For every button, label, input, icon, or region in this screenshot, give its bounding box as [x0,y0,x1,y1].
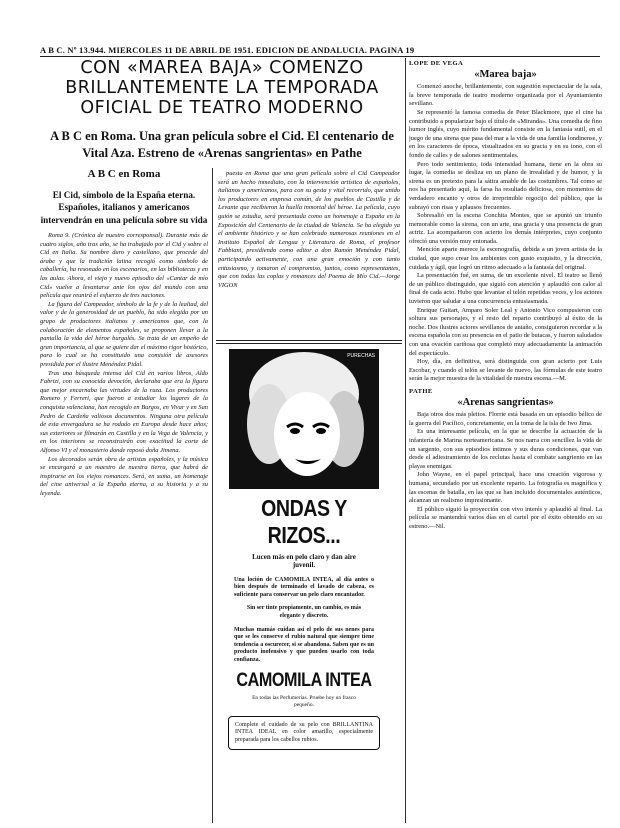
paragraph: John Wayne, en el papel principal, hace una creación vigorosa y humana, secundado por un excelente reparto. La fotografía es magnífica y las escenas de batalla, en las que se han incluido documentales auténticos, alcanzan un realismo impresionante. [409,471,602,505]
divider [216,340,402,344]
paragraph: Es una interesante película, en la que se describe la actuación de la infantería de Marina norteamericana. Se nos narra con sencillez la vida de un sargento, con sus episodios íntimos y sus duras condiciones, que van desde el adiestramiento de los reclutas hasta el combate sangriento en las playas enemigas. [409,428,602,470]
headline: CON «MAREA BAJA» COMENZO BRILLANTEMENTE LA TEMPORADA OFICIAL DE TEATRO MODERNO [65,58,379,118]
paragraph: La presentación fué, en suma, de un excelente nivel. El teatro se llenó de un público distinguido, que siguió con atención y aplaudió con calor al final de cada acto. Hubo que levantar el telón repetidas veces, y los actores tuvieron que saludar a una concurrencia entusiasmada. [409,272,602,306]
review-title: «Marea baja» [474,68,537,80]
theater-name: LOPE DE VEGA [409,60,464,67]
paragraph: Pero todo sentimiento, toda intensidad humana, tiene en la obra su lugar, la comedia se desliza en un plano de irrealidad y de humor, y la sirena es un pretexto para la sátira amable de las costumbres. Tal como se nos ha presentado aquí, la farsa ha resultado deliciosa, con momentos de verdadero encanto y otros de irreprimible regocijo del público, que la subrayó con risas y aplausos frecuentes. [409,160,602,211]
paragraph: Los decorados serán obra de artistas españoles, y la música se encargará a un maestro de nuestra tierra, que habrá de inspirarse en los viejos romances. Será, en suma, un homenaje del cine universal a la España eterna, a su historia y a su leyenda. [40,455,208,497]
paragraph: puesta en Roma que una gran película sobre el Cid Campeador será un hecho inmediato, con la intervención artística de españoles, italianos y americanos, para con su gesta y vital recorrido, que unido los productores en empresa común, de los pueblos de Castilla y de Levante que recibieron la huella inmortal del héroe. La película, cuyo guión se estudia, será presentada como un homenaje a España en la Exposición del Centenario de la ciudad de Valencia. Se ha elegido ya el ambiente histórico y se han celebrado numerosas reuniones en el Instituto Español de Lengua y Literatura de Roma, el profesor Fabbiani, presidiendo como editor a don Ramón Menéndez Pidal, participando activamente, con una gran emoción y con tanto entusiasmo, y tomaron el compromiso, juntos, como representantes, que con todas las coplas y romances del Poema de Mío Cid.—Jorge VIGON [218,170,400,289]
paragraph: Baja otros dos más pleitos. Florrie está basada en un episodio bélico de la guerra del Pacífico, concretamente, en la toma de la isla de Iwo Jima. [409,411,602,427]
paragraph: Hoy, día, en definitiva, será distinguida con gran acierto por Luis Escobar, y cuando el telón se levante de nuevo, las fórmulas de este teatro serán la mejor muestra de la vitalidad de nuestra escena.—M. [409,358,602,383]
paragraph: Tras una búsqueda intensa del Cid en varios libros, Aldo Fabrizi, con su conocida devoción, declaraba que era la figura que mejor encarnaba las virtudes de la raza. Los productores Romero y Ferreri, que fueron a estudiar los lugares de la conquista valenciana, han recogido en Burgos, en Vivar y en San Pedro de Cardeña valiosos documentos. Ninguna otra película de esta envergadura se ha rodado en Europa desde hace años; sus exteriores se filmarán en Castilla y en la Vega de Valencia, y en los interiores se reconstruirán con exactitud la corte de Alfonso VI y el monasterio donde reposó doña Jimena. [40,369,208,454]
lead-heading: El Cid, símbolo de la España eterna. Españoles, italianos y americanos intervendrán en una película sobre su vida [40,189,208,225]
column-rule [405,58,406,823]
ad-text: Muchas mamás cuidan así el pelo de sus nenes para que se les conserve el rubio natural que siempre tiene tendencia a oscurecer, si se abandona. Saben que es un producto inofensivo y que pueden usarlo con toda confianza. [234,627,374,663]
review-title: «Arenas sangrientas» [457,396,554,408]
paragraph: Mención aparte merece la escenografía, debida a un joven artista de la ciudad, que supo crear los ambientes con gusto exquisito, y la dirección, cuidada y ágil, que logró un ritmo adecuado a la fantasía del original. [409,246,602,271]
middle-column [218,170,400,335]
ad-brand-tag: PURECHAS [347,353,375,359]
ad-tagline: Lucen más en pelo claro y dan aire juvenil. [252,553,356,569]
ad-text: Sin ser tinte propiamente, un cambio, es más elegante y discreto. [246,605,362,619]
paragraph: Sobresalió en la escena Conchita Montes, que se apuntó un triunfo memorable como la sirena, con un arte, una gracia y una presencia de gran actriz. La acompañaron con acierto los demás intérpretes, cuyo conjunto ofreció una versión muy entonada. [409,212,602,245]
camomila-intea-ad [224,345,384,745]
right-column [409,60,602,823]
paragraph: Comenzó anoche, brillantemente, con sugestión espectacular de la sala, la breve temporada de teatro moderno organizada por el Ayuntamiento sevillano. [409,83,602,108]
ad-text: Una loción de CAMOMILA INTEA, al día antes o bien después de terminado el lavado de cabeza, es suficiente para conservar un pelo claro encantador. [234,577,374,598]
masthead: A B C. Nº 13.944. MIERCOLES 11 DE ABRIL DE 1951. EDICION DE ANDALUCIA. PAGINA 19 [40,45,600,57]
paragraph: La figura del Campeador, símbolo de la fe y de la lealtad, del valor y de la generosidad de un pueblo, ha sido elegida por un grupo de productores italianos y americanos que, con la colaboración de elementos españoles, se proponen llevar a la pantalla la vida del héroe burgalés. Se trata de un empeño de gran importancia, al que se quiere dar el máximo rigor histórico, para lo cual se ha constituido una comisión de asesores presidida por el ilustre Menéndez Pidal. [40,300,208,368]
theater-name: PATHE [409,387,433,395]
paragraph: Enrique Guitart, Amparo Soler Leal y Antonio Vico compusieron con soltura sus personajes, y el resto del reparto contribuyó al éxito de la noche. Dos ilustres actores sevillanos de antaño, consiguieron recordar a la escena española con su presencia en el patio de butacas, y fueron saludados con una ovación cariñosa que completó muy adecuadamente la animación del espectáculo. [409,306,602,357]
left-column [40,168,208,823]
paragraph: Se representó la famosa comedia de Peter Blackmore, que el cine ha contribuido a popularizar bajo el título de «Miranda». Una comedia de fino humor inglés, cuyo mérito fundamental consiste en la fantasía sutil, en el juego de una sirena que pasa del mar a la vida de una familia londinense, y en los caracteres de época, visualizados en su gracia y en su tono, con el fondo de calles y de salones sentimentales. [409,108,602,159]
ad-headline: ONDAS Y RIZOS... [261,495,347,548]
section-title: A B C en Roma [87,168,161,180]
ad-product: CAMOMILA INTEA [236,670,372,692]
ad-box: Complete el cuidado de su pelo con BRILLANTINA INTEA IDEAL en color amarillo, especialmente preparada para los cabellos rubios. [228,716,380,750]
subhead: A B C en Roma. Una gran película sobre el Cid. El centenario de Vital Aza. Estreno de «Arenas sangrientas» en Pathe [50,129,394,160]
woman-illustration [229,349,379,489]
ad-where: En todas las Perfumerías. Pruebe hoy un frasco pequeño. [252,695,356,709]
paragraph: El público siguió la proyección con vivo interés y aplaudió al final. La película se mantendrá varios días en el cartel por el éxito obtenido en su estreno.—Nil. [409,505,602,530]
paragraph: Roma 9. (Crónica de nuestro corresponsal). Durante más de cuatro siglos, año tras año, se ha trabajado por el Cid y sobre el Cid en Italia. Su nombre duro y castellano, que procede del árabe y que la tradición latina recogió como símbolo de caballería, ha resonado en los escenarios, en las bibliotecas y en las aulas. Ahora, el viejo y nuevo episodio del «Cantar de mío Cid» vuelve a levantarse ante los ojos del mundo con una película que reunirá el esfuerzo de tres naciones. [40,232,208,300]
column-rule [212,168,213,823]
